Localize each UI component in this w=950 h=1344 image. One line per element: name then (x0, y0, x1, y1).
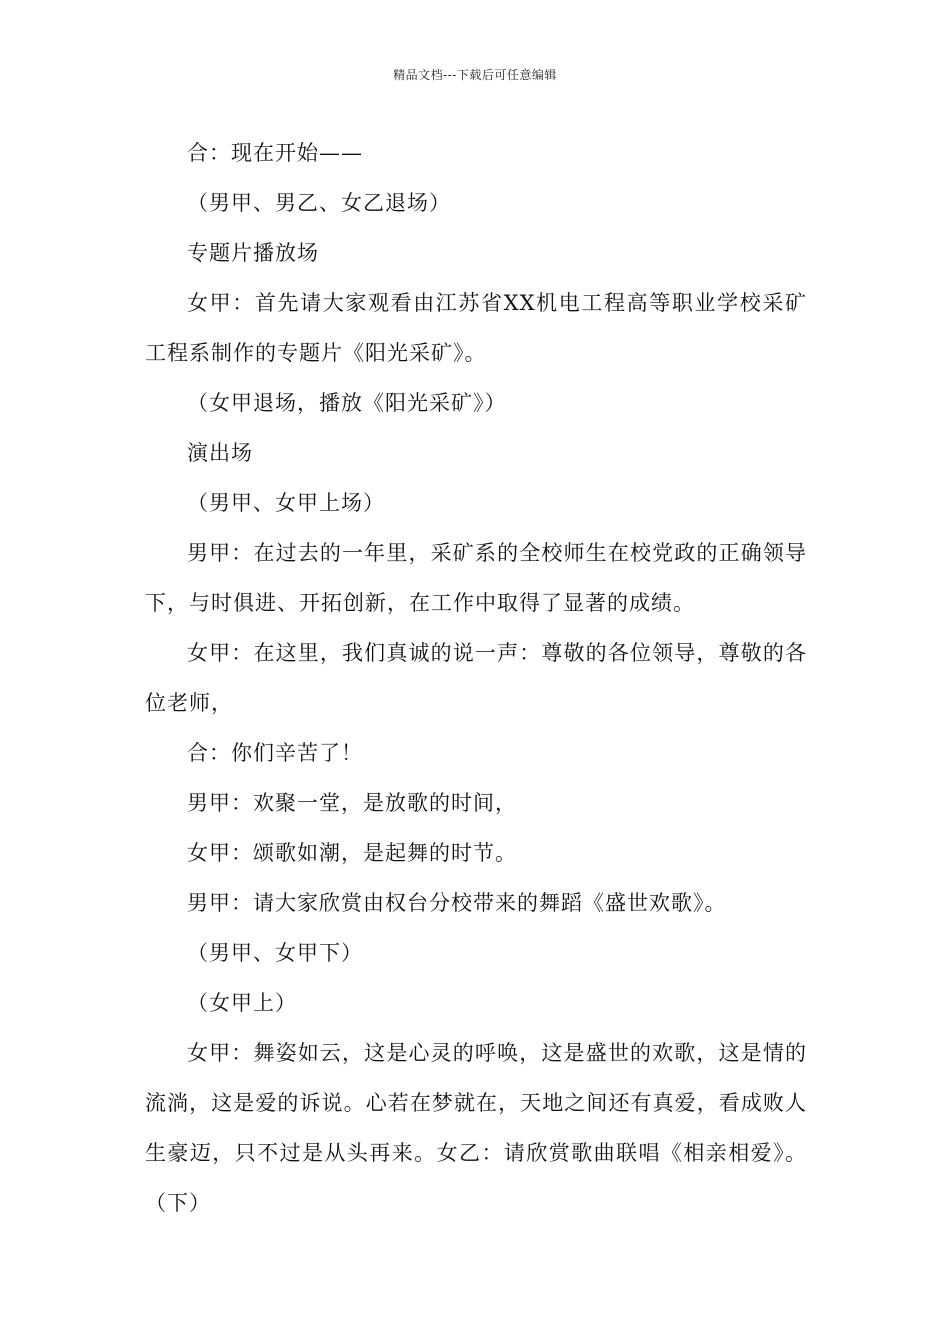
stage-direction: （男甲、女甲下） (187, 941, 363, 965)
scene-heading: 专题片播放场 (187, 241, 319, 265)
paragraph: 女甲：首先请大家观看由江苏省XX机电工程高等职业学校采矿工程系制作的专题片《阳光采矿》。 (145, 291, 807, 365)
paragraph: 女甲：颂歌如潮，是起舞的时节。 (187, 841, 517, 865)
paragraph: 男甲：请大家欣赏由权台分校带来的舞蹈《盛世欢歌》。 (187, 891, 727, 915)
stage-direction: （男甲、男乙、女乙退场） (187, 191, 451, 215)
paragraph: 男甲：在过去的一年里，采矿系的全校师生在校党政的正确领导下，与时俱进、开拓创新，在工作中取得了显著的成绩。 (145, 541, 807, 615)
paragraph: 女甲：在这里，我们真诚的说一声：尊敬的各位领导，尊敬的各位老师， (145, 641, 807, 715)
page-header: 精品文档---下载后可任意编辑 (393, 68, 557, 82)
paragraph: 合：现在开始—— (187, 141, 363, 165)
paragraph: 男甲：欢聚一堂，是放歌的时间， (187, 791, 517, 815)
scene-heading: 演出场 (187, 441, 253, 465)
paragraph: 女甲：舞姿如云，这是心灵的呼唤，这是盛世的欢歌，这是情的流淌，这是爱的诉说。心若在梦就在，天地之间还有真爱，看成败人生豪迈，只不过是从头再来。女乙：请欣赏歌曲联唱《相亲相爱》。（下） (145, 1041, 807, 1215)
stage-direction: （男甲、女甲上场） (187, 491, 385, 515)
stage-direction: （女甲上） (187, 991, 297, 1015)
paragraph: 合：你们辛苦了！ (187, 741, 363, 765)
stage-direction: （女甲退场，播放《阳光采矿》） (187, 391, 507, 415)
document-body (145, 128, 807, 1228)
